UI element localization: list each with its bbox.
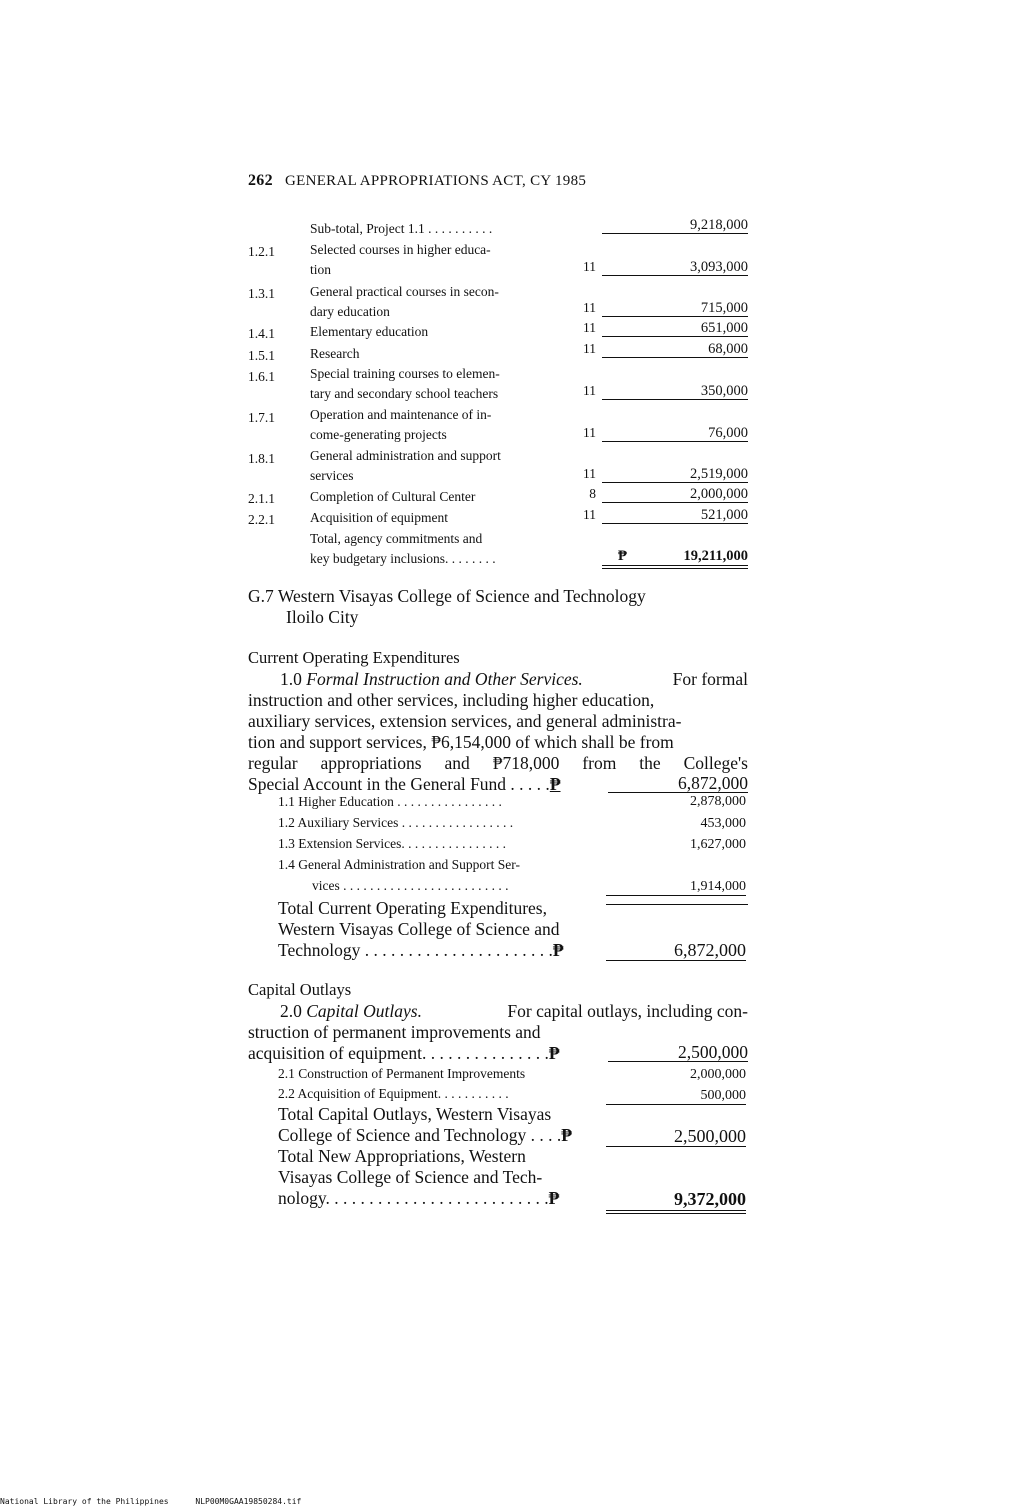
capital-total-label: Total Capital Outlays, Western Visayas College of Science and Technology . . . .₱	[278, 1104, 572, 1145]
library-name: National Library of the Philippines	[0, 1497, 169, 1506]
row-amount: 68,000	[602, 341, 748, 358]
row-code: 2.2.1	[248, 512, 275, 527]
row-amount: 521,000	[602, 507, 748, 524]
subtotal-amount: 9,218,000	[602, 217, 748, 234]
current-total-label: Total Current Operating Expenditures, Western Visayas College of Science and Technology . . . . . . . . . . . . . . . . . . . . . .₱	[278, 898, 564, 960]
capital-total-amount: 2,500,000	[606, 1126, 746, 1147]
current-amount: 6,872,000	[608, 774, 748, 793]
current-item-amount: 1,627,000	[690, 837, 746, 852]
page-header	[248, 172, 586, 190]
capital-amount: 2,500,000	[608, 1043, 748, 1062]
row-amount: 3,093,000	[602, 259, 748, 276]
page-title: GENERAL APPROPRIATIONS ACT, CY 1985	[284, 173, 587, 189]
row-amount: 350,000	[602, 383, 748, 400]
capital-item: 2.1 Construction of Permanent Improvements	[278, 1066, 526, 1081]
page-number: 262	[248, 172, 273, 189]
capital-item-amount: 2,000,000	[690, 1067, 746, 1082]
row-code: 1.2.1	[248, 244, 275, 259]
current-item-amount: 1,914,000	[606, 879, 746, 896]
row-code: 2.1.1	[248, 491, 275, 506]
row-desc: Elementary education	[310, 324, 429, 339]
row-desc: Special training courses to elemen- tary and secondary school teachers	[310, 366, 500, 401]
row-desc: Research	[310, 346, 360, 361]
row-fund: 11	[583, 300, 596, 315]
row-desc: Selected courses in higher educa- tion	[310, 242, 491, 277]
row-code: 1.8.1	[248, 451, 275, 466]
current-item: 1.3 Extension Services. . . . . . . . . . . . . . . .	[278, 836, 506, 851]
subtotal-label: Sub-total, Project 1.1 . . . . . . . . . .	[310, 221, 493, 236]
row-fund: 11	[583, 259, 596, 274]
row-fund: 11	[583, 383, 596, 398]
row-code: 1.7.1	[248, 410, 275, 425]
current-item-amount: 453,000	[700, 816, 746, 831]
row-amount: 651,000	[602, 320, 748, 337]
row-amount: 76,000	[602, 425, 748, 442]
row-amount: 2,519,000	[602, 466, 748, 483]
row-amount: 2,000,000	[602, 486, 748, 503]
row-code: 1.4.1	[248, 326, 275, 341]
capital-item-amount: 500,000	[606, 1088, 746, 1105]
current-item-amount: 2,878,000	[690, 794, 746, 809]
row-fund: 11	[583, 507, 596, 522]
row-code: 1.3.1	[248, 286, 275, 301]
grand-total-amount: 9,372,000	[606, 1188, 746, 1214]
current-item-cont: vices . . . . . . . . . . . . . . . . . . . . . . . . .	[312, 878, 509, 893]
current-heading: Current Operating Expenditures	[248, 648, 460, 667]
row-desc: Operation and maintenance of in- come-generating projects	[310, 407, 492, 442]
row-desc: Acquisition of equipment	[310, 510, 448, 525]
scan-footer	[0, 1497, 323, 1506]
rule	[606, 904, 748, 905]
row-desc: General administration and support services	[310, 448, 501, 483]
row-fund: 11	[583, 425, 596, 440]
row-fund: 11	[583, 466, 596, 481]
file-name: NLP00M0GAA19850284.tif	[195, 1497, 302, 1506]
current-item: 1.2 Auxiliary Services . . . . . . . . . . . . . . . . .	[278, 815, 514, 830]
section-title: G.7 Western Visayas College of Science and Technology Iloilo City	[248, 586, 646, 627]
capital-item: 2.2 Acquisition of Equipment. . . . . . . . . . .	[278, 1086, 509, 1101]
row-fund: 11	[583, 320, 596, 335]
row-code: 1.5.1	[248, 348, 275, 363]
current-item: 1.4 General Administration and Support Ser-	[278, 857, 520, 872]
agency-total-amount: ₱ 19,211,000	[602, 548, 748, 569]
row-desc: Completion of Cultural Center	[310, 489, 476, 504]
agency-total-label: Total, agency commitments and key budgetary inclusions. . . . . . . .	[310, 531, 496, 566]
current-paragraph: 1.0 Formal Instruction and Other Services. For formal instruction and other services, including higher education, auxiliary services, extension services, and general administra- tion and support services, ₱6,154,000 of which shall be from regular appropriations and ₱718,000 from the College's Special Account in the General Fund . . . . .₱ 6,872,000	[248, 669, 748, 794]
grand-total-label: Total New Appropriations, Western Visayas College of Science and Tech- nology. . . . . . . . . . . . . . . . . . . . . . . . . .₱	[278, 1146, 560, 1208]
row-fund: 11	[583, 341, 596, 356]
row-fund: 8	[589, 486, 596, 501]
row-amount: 715,000	[602, 300, 748, 317]
row-desc: General practical courses in secon- dary education	[310, 284, 499, 319]
current-item: 1.1 Higher Education . . . . . . . . . . . . . . . .	[278, 794, 502, 809]
current-total-amount: 6,872,000	[606, 940, 746, 961]
capital-paragraph: 2.0 Capital Outlays. For capital outlays, including con- struction of permanent improvements and acquisition of equipment. . . . . . . . . . . . . . .₱ 2,500,000	[248, 1001, 748, 1063]
row-code: 1.6.1	[248, 369, 275, 384]
capital-heading: Capital Outlays	[248, 980, 352, 999]
